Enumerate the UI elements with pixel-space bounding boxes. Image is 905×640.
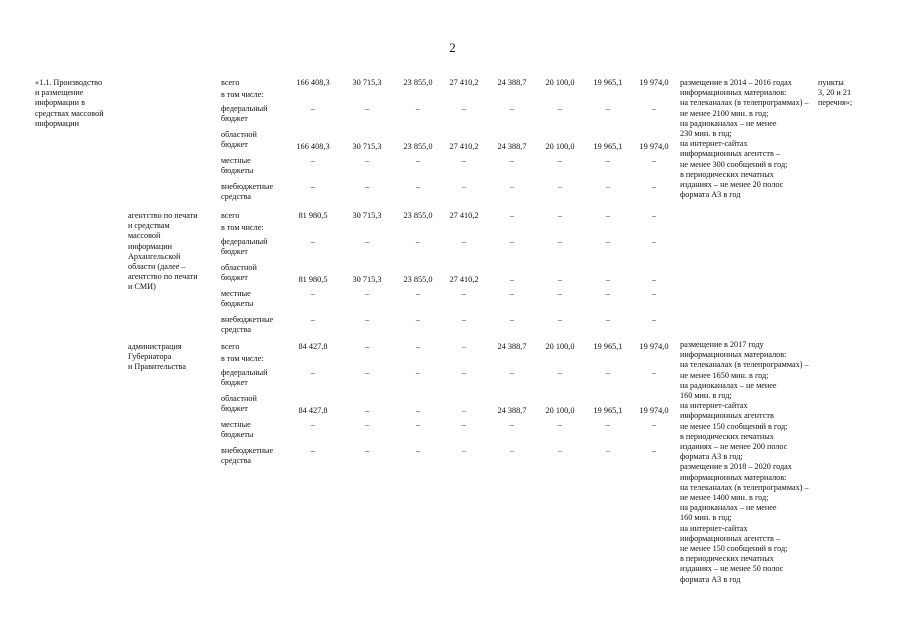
cell-federal-3: –: [415, 104, 421, 113]
cell-regional-1: 166 408,3: [296, 142, 330, 151]
cell-extra-8: –: [651, 182, 657, 191]
cell-total-5: 24 388,7: [497, 342, 527, 351]
cell-total-4: 27 410,2: [449, 211, 479, 220]
cell-local-2: –: [364, 420, 370, 429]
label-extra: внебюджетные средства: [221, 446, 274, 466]
cell-regional-8: –: [651, 275, 657, 284]
label-local: местные бюджеты: [221, 420, 254, 440]
cell-total-7: 19 965,1: [593, 342, 623, 351]
cell-regional-5: 24 388,7: [497, 142, 527, 151]
label-including: в том числе:: [221, 354, 264, 363]
cell-local-6: –: [557, 420, 563, 429]
cell-extra-7: –: [605, 315, 611, 324]
executor-governor-administration: администрация Губернатора и Правительства: [128, 342, 186, 372]
cell-regional-8: 19 974,0: [639, 142, 669, 151]
cell-federal-6: –: [557, 368, 563, 377]
cell-local-4: –: [461, 289, 467, 298]
expected-result-2014-2016: размещение в 2014 – 2016 годах информационных материалов: на телеканалах (в телепрограммах) – не менее 2100 мин. в год; на радиоканалах – не менее 230 мин. в год; на интернет-сайтах информационных агентств – не менее 300 сообщений в год; в периодических печатных изданиях – не менее 20 полос формата А3 в год: [680, 78, 809, 200]
label-federal: федеральный бюджет: [221, 237, 268, 257]
cell-extra-4: –: [461, 446, 467, 455]
cell-federal-8: –: [651, 368, 657, 377]
cell-local-6: –: [557, 156, 563, 165]
cell-total-6: –: [557, 211, 563, 220]
label-total: всего: [221, 211, 240, 220]
cell-federal-5: –: [509, 104, 515, 113]
cell-federal-1: –: [310, 368, 316, 377]
cell-federal-1: –: [310, 104, 316, 113]
label-local: местные бюджеты: [221, 289, 254, 309]
cell-total-6: 20 100,0: [545, 78, 575, 87]
measure-name: «1.1. Производство и размещение информации в средствах массовой информации: [35, 78, 104, 128]
cell-regional-7: 19 965,1: [593, 406, 623, 415]
cell-local-1: –: [310, 420, 316, 429]
cell-local-8: –: [651, 420, 657, 429]
cell-local-8: –: [651, 289, 657, 298]
cell-extra-8: –: [651, 446, 657, 455]
cell-local-7: –: [605, 420, 611, 429]
label-extra: внебюджетные средства: [221, 182, 274, 202]
cell-extra-7: –: [605, 446, 611, 455]
cell-local-3: –: [415, 420, 421, 429]
cell-local-7: –: [605, 156, 611, 165]
cell-local-2: –: [364, 289, 370, 298]
label-extra: внебюджетные средства: [221, 315, 274, 335]
cell-regional-4: –: [461, 406, 467, 415]
cell-extra-5: –: [509, 182, 515, 191]
cell-regional-6: –: [557, 275, 563, 284]
cell-local-1: –: [310, 156, 316, 165]
cell-regional-5: –: [509, 275, 515, 284]
cell-regional-2: –: [364, 406, 370, 415]
label-federal: федеральный бюджет: [221, 368, 268, 388]
cell-extra-2: –: [364, 446, 370, 455]
cell-local-2: –: [364, 156, 370, 165]
cell-regional-6: 20 100,0: [545, 142, 575, 151]
cell-total-4: –: [461, 342, 467, 351]
cell-extra-3: –: [415, 446, 421, 455]
cell-regional-4: 27 410,2: [449, 275, 479, 284]
label-including: в том числе:: [221, 223, 264, 232]
label-federal: федеральный бюджет: [221, 104, 268, 124]
cell-federal-2: –: [364, 237, 370, 246]
cell-federal-3: –: [415, 368, 421, 377]
cell-federal-7: –: [605, 104, 611, 113]
cell-local-5: –: [509, 289, 515, 298]
cell-total-2: 30 715,3: [352, 78, 382, 87]
cell-extra-3: –: [415, 315, 421, 324]
label-local: местные бюджеты: [221, 156, 254, 176]
cell-total-5: 24 388,7: [497, 78, 527, 87]
cell-extra-6: –: [557, 182, 563, 191]
cell-total-8: –: [651, 211, 657, 220]
cell-total-6: 20 100,0: [545, 342, 575, 351]
cell-federal-4: –: [461, 104, 467, 113]
label-total: всего: [221, 342, 240, 351]
cell-total-7: 19 965,1: [593, 78, 623, 87]
cell-regional-3: –: [415, 406, 421, 415]
cell-regional-5: 24 388,7: [497, 406, 527, 415]
cell-total-3: –: [415, 342, 421, 351]
cell-extra-8: –: [651, 315, 657, 324]
page-number: 2: [449, 40, 456, 55]
cell-regional-2: 30 715,3: [352, 142, 382, 151]
cell-federal-2: –: [364, 104, 370, 113]
links-to-list: пункты 3, 20 и 21 перечня»;: [818, 78, 853, 108]
cell-regional-2: 30 715,3: [352, 275, 382, 284]
cell-total-5: –: [509, 211, 515, 220]
cell-total-1: 84 427,8: [298, 342, 328, 351]
cell-regional-4: 27 410,2: [449, 142, 479, 151]
cell-extra-3: –: [415, 182, 421, 191]
label-regional: областной бюджет: [221, 263, 257, 283]
cell-federal-8: –: [651, 237, 657, 246]
label-total: всего: [221, 78, 240, 87]
cell-extra-2: –: [364, 182, 370, 191]
cell-extra-5: –: [509, 446, 515, 455]
cell-regional-6: 20 100,0: [545, 406, 575, 415]
cell-federal-8: –: [651, 104, 657, 113]
cell-federal-1: –: [310, 237, 316, 246]
cell-federal-3: –: [415, 237, 421, 246]
cell-extra-2: –: [364, 315, 370, 324]
cell-extra-1: –: [310, 182, 316, 191]
cell-federal-7: –: [605, 237, 611, 246]
cell-federal-4: –: [461, 368, 467, 377]
cell-extra-1: –: [310, 315, 316, 324]
cell-regional-7: 19 965,1: [593, 142, 623, 151]
expected-result-2017-2020: размещение в 2017 году информационных материалов: на телеканалах (в телепрограммах) – не менее 1650 мин. в год; на радиоканалах – не менее 160 мин. в год; на интернет-сайтах информационных агентств не менее 150 сообщений в год; в периодических печатных изданиях – не менее 200 полос формата А3 в год; размещение в 2018 – 2020 годах информационных материалов: на телеканалах (в телепрограммах) – не менее 1400 мин. в год; на радиоканалах – не менее 160 мин. в год; на интернет-сайтах информационных агентств – не менее 150 сообщений в год; в периодических печатных изданиях – не менее 50 полос формата А3 в год: [680, 340, 809, 584]
label-regional: областной бюджет: [221, 394, 257, 414]
cell-total-1: 166 408,3: [296, 78, 330, 87]
executor-press-agency: агентство по печати и средствам массовой информации Архангельской области (далее – агентство по печати и СМИ): [128, 211, 198, 292]
cell-extra-6: –: [557, 446, 563, 455]
cell-extra-6: –: [557, 315, 563, 324]
cell-regional-1: 81 980,5: [298, 275, 328, 284]
cell-total-7: –: [605, 211, 611, 220]
cell-total-8: 19 974,0: [639, 342, 669, 351]
cell-regional-8: 19 974,0: [639, 406, 669, 415]
cell-extra-1: –: [310, 446, 316, 455]
cell-regional-3: 23 855,0: [403, 275, 433, 284]
cell-extra-7: –: [605, 182, 611, 191]
cell-local-4: –: [461, 156, 467, 165]
cell-local-3: –: [415, 156, 421, 165]
cell-local-5: –: [509, 420, 515, 429]
cell-extra-4: –: [461, 315, 467, 324]
cell-local-1: –: [310, 289, 316, 298]
cell-local-3: –: [415, 289, 421, 298]
cell-regional-3: 23 855,0: [403, 142, 433, 151]
cell-total-3: 23 855,0: [403, 211, 433, 220]
cell-local-4: –: [461, 420, 467, 429]
cell-total-1: 81 980,5: [298, 211, 328, 220]
label-regional: областной бюджет: [221, 130, 257, 150]
cell-federal-4: –: [461, 237, 467, 246]
cell-local-6: –: [557, 289, 563, 298]
cell-total-8: 19 974,0: [639, 78, 669, 87]
cell-extra-4: –: [461, 182, 467, 191]
cell-federal-6: –: [557, 237, 563, 246]
cell-total-4: 27 410,2: [449, 78, 479, 87]
cell-total-2: 30 715,3: [352, 211, 382, 220]
cell-federal-5: –: [509, 368, 515, 377]
cell-extra-5: –: [509, 315, 515, 324]
cell-federal-6: –: [557, 104, 563, 113]
cell-regional-1: 84 427,8: [298, 406, 328, 415]
cell-regional-7: –: [605, 275, 611, 284]
cell-total-2: –: [364, 342, 370, 351]
cell-local-8: –: [651, 156, 657, 165]
cell-local-5: –: [509, 156, 515, 165]
cell-federal-2: –: [364, 368, 370, 377]
cell-local-7: –: [605, 289, 611, 298]
cell-total-3: 23 855,0: [403, 78, 433, 87]
cell-federal-7: –: [605, 368, 611, 377]
cell-federal-5: –: [509, 237, 515, 246]
label-including: в том числе:: [221, 90, 264, 99]
